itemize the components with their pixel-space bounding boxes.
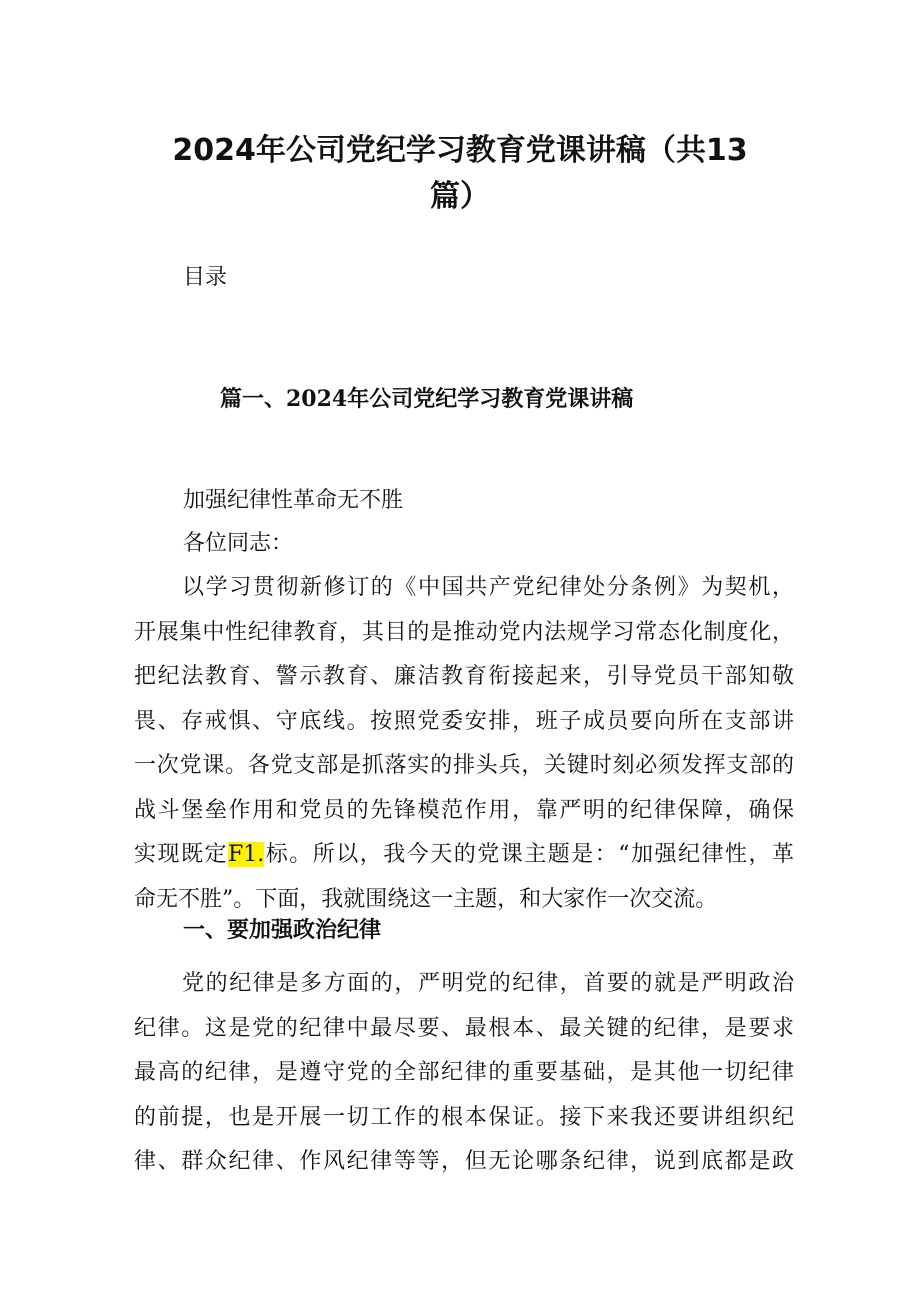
toc-label: 目录 bbox=[183, 265, 228, 290]
paragraph-line: 的前提，也是开展一切工作的根本保证。接下来我还要讲组织纪 bbox=[134, 1104, 794, 1130]
paragraph-line: 命无不胜”。下面，我就围绕这一主题，和大家作一次交流。 bbox=[134, 886, 718, 912]
document-title bbox=[150, 128, 770, 220]
paragraph-line: 畏、存戒惧、守底线。按照党委安排，班子成员要向所在支部讲 bbox=[134, 708, 794, 734]
paragraph-intro bbox=[134, 566, 794, 922]
paragraph-line: 纪律。这是党的纪律中最尽要、最根本、最关键的纪律，是要求 bbox=[134, 1015, 794, 1041]
paragraph-line: 把纪法教育、警示教育、廉洁教育衔接起来，引导党员干部知敬 bbox=[134, 664, 794, 689]
paragraph-line: 一次党课。各党支部是抓落实的排头兵，关键时刻必须发挥支部的 bbox=[134, 753, 794, 778]
paragraph-line: 党的纪律是多方面的，严明党的纪律，首要的就是严明政治 bbox=[182, 971, 794, 996]
paragraph-line: 最高的纪律，是遵守党的全部纪律的重要基础，是其他一切纪律 bbox=[134, 1060, 794, 1085]
sub-heading: 一、要加强政治纪律 bbox=[183, 918, 382, 943]
line-text: 标。所以，我今天的党课主题是：“加强纪律性，革 bbox=[264, 842, 794, 867]
paragraph-political-discipline bbox=[134, 962, 794, 1185]
paragraph-line: 开展集中性纪律教育，其目的是推动党内法规学习常态化制度化， bbox=[134, 619, 794, 645]
line-text: 实现既定 bbox=[134, 842, 228, 867]
title-line-1: 2024年公司党纪学习教育党课讲稿（共13 bbox=[172, 133, 748, 168]
highlighted-text: F1. bbox=[228, 842, 265, 867]
paragraph-line: 战斗堡垒作用和党员的先锋模范作用，靠严明的纪律保障，确保 bbox=[134, 797, 794, 823]
section-heading: 篇一、2024年公司党纪学习教育党课讲稿 bbox=[220, 386, 634, 412]
speech-subtitle: 加强纪律性革命无不胜 bbox=[183, 488, 404, 513]
paragraph-line: 以学习贯彻新修订的《中国共产党纪律处分条例》为契机， bbox=[182, 575, 794, 600]
paragraph-line bbox=[134, 833, 794, 878]
title-line-2: 篇） bbox=[430, 179, 490, 214]
greeting: 各位同志： bbox=[183, 531, 294, 556]
paragraph-line: 律、群众纪律、作风纪律等等，但无论哪条纪律，说到底都是政 bbox=[134, 1149, 794, 1174]
